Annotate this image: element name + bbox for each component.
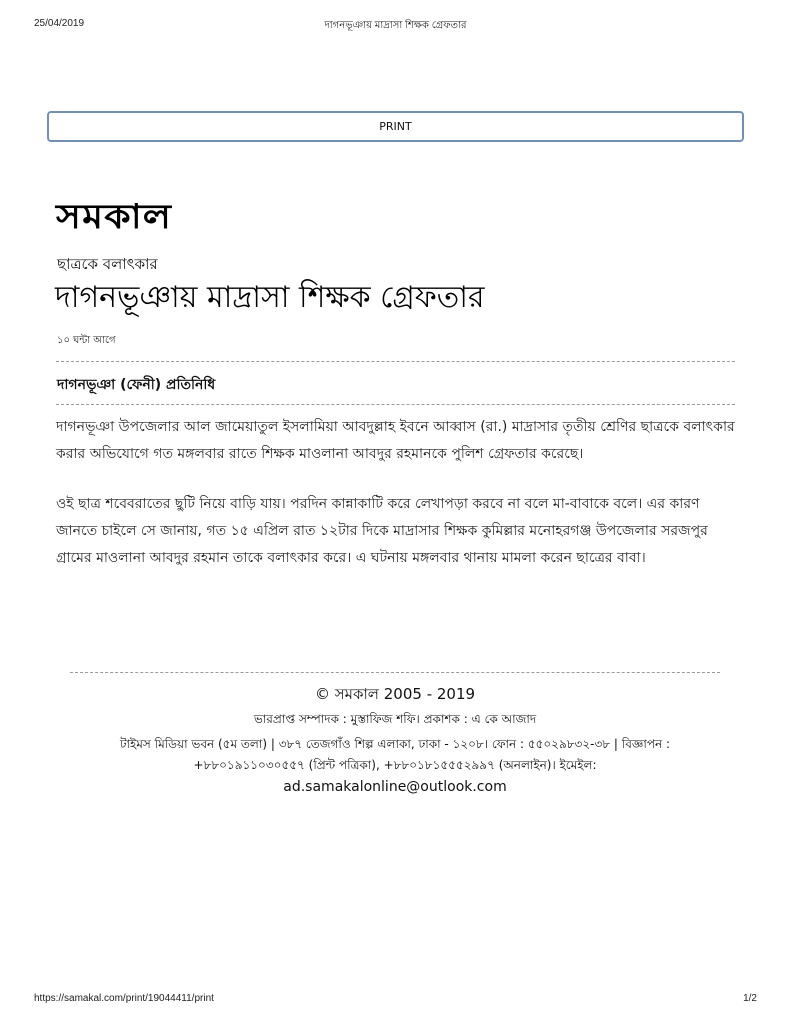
footer-email-link[interactable]: ad.samakalonline@outlook.com — [283, 779, 507, 795]
footer-editor-line: ভারপ্রাপ্ত সম্পাদক : মুস্তাফিজ শফি। প্রকাশক : এ কে আজাদ — [253, 712, 537, 726]
article-paragraph: দাগনভূঞা উপজেলার আল জামেয়াতুল ইসলামিয়া আবদুল্লাহ ইবনে আব্বাস (রা.) মাদ্রাসার তৃতীয় শ্রেণির ছাত্রকে বলাৎকার করার অভিযোগে গত মঙ্গলবার রাতে শিক্ষক মাওলানা আবদুর রহমানকে পুলিশ গ্রেফতার করেছে। — [56, 419, 735, 462]
article-byline: দাগনভূঞা (ফেনী) প্রতিনিধি — [57, 377, 216, 393]
footer-divider — [70, 672, 720, 673]
article-timestamp: ১০ ঘন্টা আগে — [57, 335, 116, 346]
footer-copyright: © সমকাল 2005 - 2019 — [314, 685, 476, 703]
divider — [56, 404, 735, 405]
article-body — [56, 414, 736, 595]
site-footer — [70, 682, 720, 798]
print-date: 25/04/2019 — [34, 18, 85, 29]
print-footer — [34, 993, 757, 1007]
print-document-title: দাগনভূঞায় মাদ্রাসা শিক্ষক গ্রেফতার — [324, 20, 467, 31]
print-header — [34, 18, 757, 34]
footer-address-line: টাইমস মিডিয়া ভবন (৫ম তলা) | ৩৮৭ তেজগাঁও শিল্প এলাকা, ঢাকা - ১২০৮। ফোন : ৫৫০২৯৮৩২-৩৮ | বিজ্ঞাপন : +৮৮০১৯১১০৩০৫৫৭ (প্রিন্ট পত্রিকা), +৮৮০১৮১৫৫৫২৯৯৭ (অনলাইন)। ইমেইল: — [119, 737, 671, 772]
print-url: https://samakal.com/print/19044411/print — [34, 993, 214, 1004]
article-kicker: ছাত্রকে বলাৎকার — [57, 255, 158, 273]
print-button[interactable]: PRINT — [47, 111, 744, 142]
divider — [56, 361, 735, 362]
article-paragraph: ওই ছাত্র শবেবরাতের ছুটি নিয়ে বাড়ি যায়। পরদিন কান্নাকাটি করে লেখাপড়া করবে না বলে মা-বাবাকে বলে। এর কারণ জানতে চাইলে সে জানায়, গত ১৫ এপ্রিল রাত ১২টার দিকে মাদ্রাসার শিক্ষক কুমিল্লার মনোহরগঞ্জ উপজেলার সরজপুর গ্রামের মাওলানা আবদুর রহমান তাকে বলাৎকার করে। এ ঘটনায় মঙ্গলবার থানায় মামলা করেন ছাত্রের বাবা। — [56, 496, 708, 566]
samakal-logo[interactable]: সমকাল — [56, 195, 173, 236]
article-headline: দাগনভূঞায় মাদ্রাসা শিক্ষক গ্রেফতার — [55, 280, 485, 315]
print-page-number: 1/2 — [743, 993, 757, 1004]
